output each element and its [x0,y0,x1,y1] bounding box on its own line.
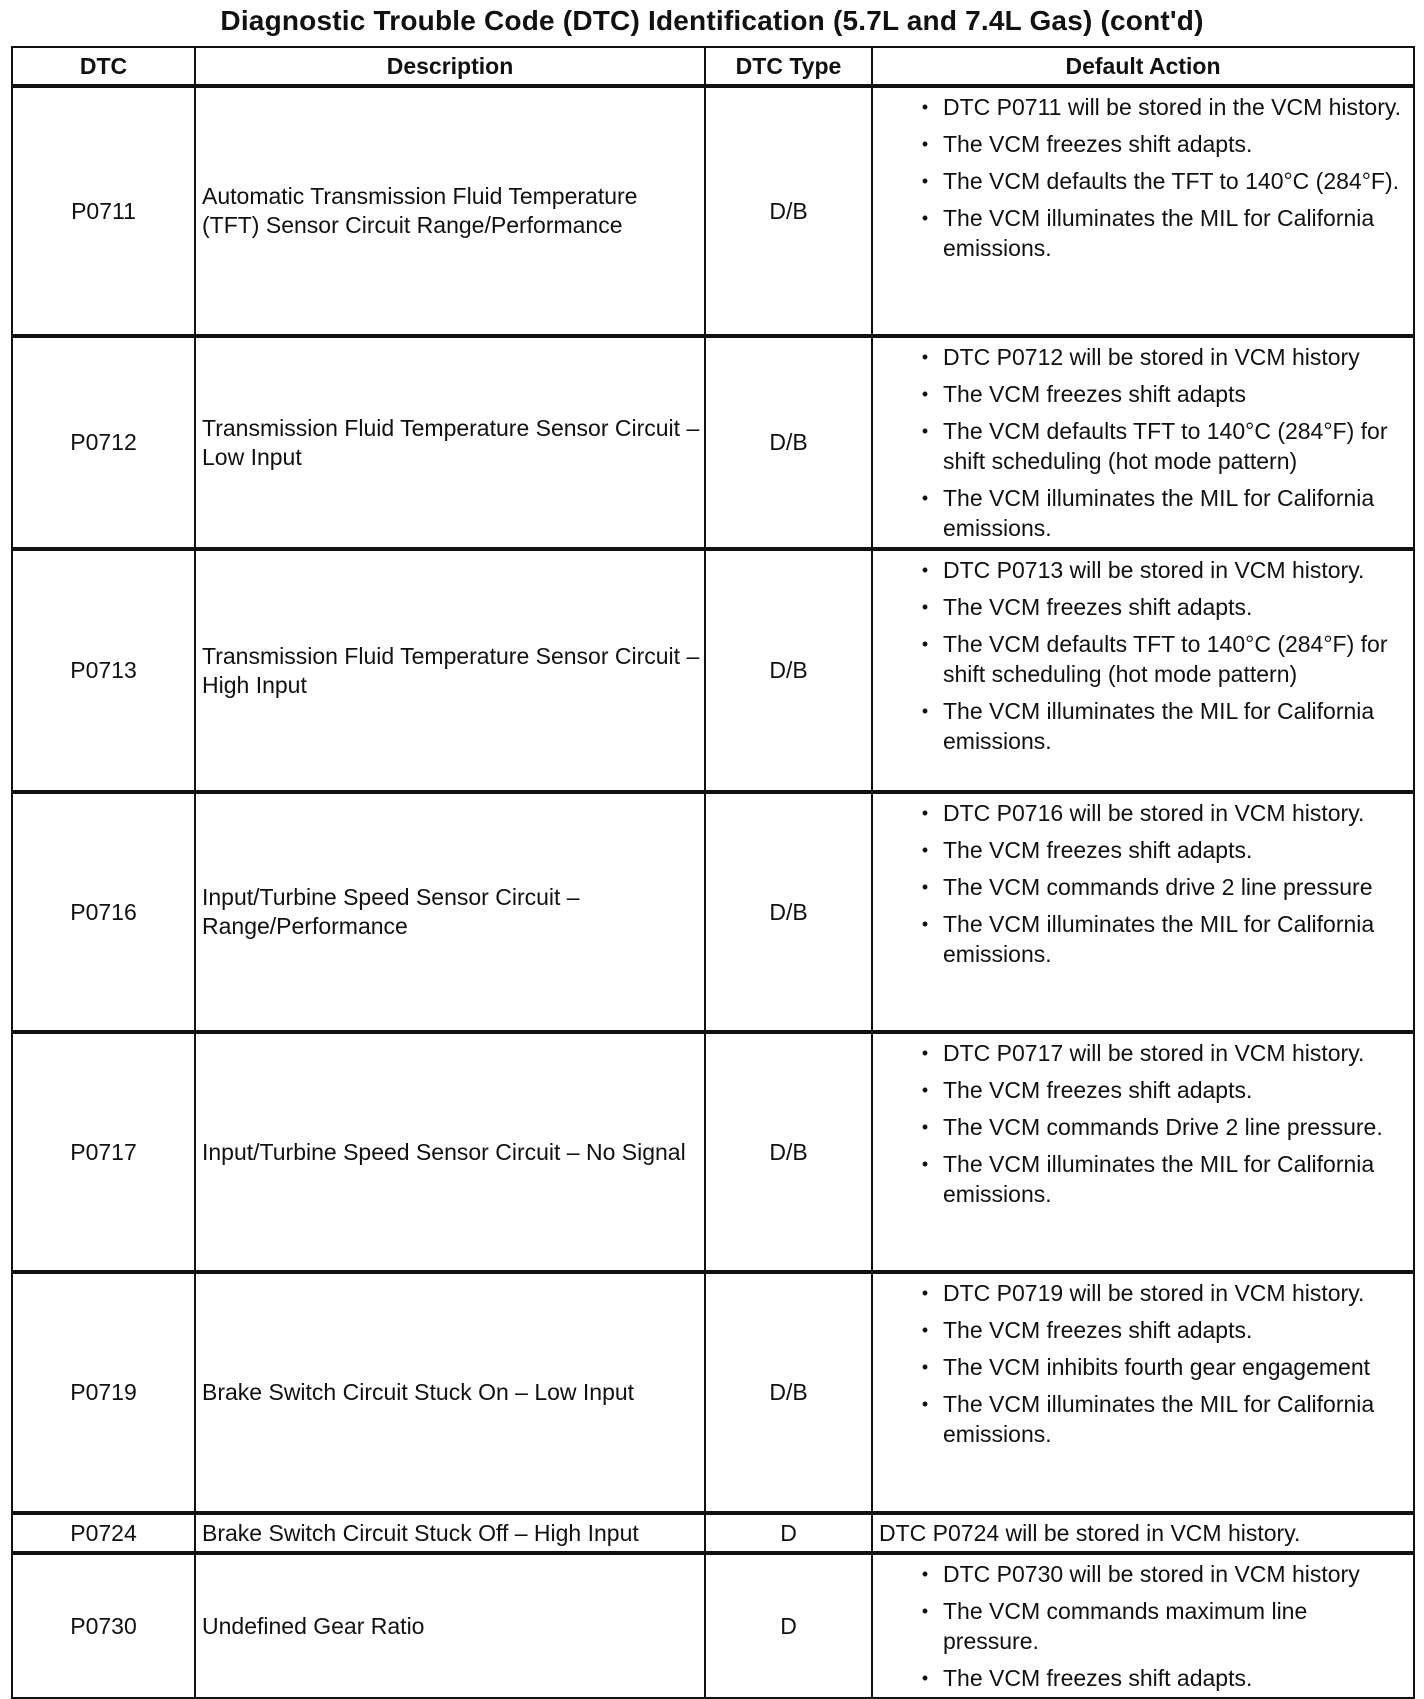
table-row [12,549,1414,792]
dtc-code: P0724 [12,1513,195,1553]
action-text: The VCM defaults TFT to 140°C (284°F) for shift scheduling (hot mode pattern) [943,631,1388,687]
table-row [12,1513,1414,1553]
action-text: The VCM freezes shift adapts. [943,837,1253,863]
bullet-icon: • [921,1080,929,1100]
header-default-action: Default Action [872,47,1414,86]
action-text: The VCM illuminates the MIL for California emissions. [943,205,1375,261]
table-row [12,1553,1414,1698]
action-list [873,92,1413,263]
default-action [872,1032,1414,1272]
action-item [873,1352,1413,1382]
action-item [873,379,1413,409]
bullet-icon: • [921,1043,929,1063]
table-row [12,336,1414,549]
bullet-icon: • [921,914,929,934]
action-text: DTC P0719 will be stored in VCM history. [943,1280,1365,1306]
dtc-description: Brake Switch Circuit Stuck Off – High Input [195,1513,705,1553]
action-list [873,1038,1413,1209]
bullet-icon: • [921,1320,929,1340]
bullet-icon: • [921,803,929,823]
action-text: The VCM illuminates the MIL for California emissions. [943,698,1375,754]
default-action [872,86,1414,336]
table-row [12,1032,1414,1272]
action-text: DTC P0730 will be stored in VCM history [943,1561,1360,1587]
action-item [873,798,1413,828]
header-dtc: DTC [12,47,195,86]
action-item [873,1038,1413,1068]
action-item [873,1112,1413,1142]
bullet-icon: • [921,171,929,191]
action-text: The VCM illuminates the MIL for California emissions. [943,485,1375,541]
action-list [873,342,1413,543]
dtc-code: P0711 [12,86,195,336]
action-item [873,592,1413,622]
bullet-icon: • [921,877,929,897]
default-action [872,792,1414,1032]
dtc-type: D/B [705,336,872,549]
action-text: The VCM freezes shift adapts. [943,131,1253,157]
action-text: DTC P0711 will be stored in the VCM history. [943,94,1402,120]
dtc-type: D/B [705,792,872,1032]
dtc-type: D/B [705,86,872,336]
header-row [12,47,1414,86]
action-item [873,1315,1413,1345]
action-item [873,483,1413,543]
dtc-code: P0719 [12,1272,195,1513]
action-text: The VCM freezes shift adapts. [943,1665,1253,1691]
dtc-type: D/B [705,549,872,792]
action-item [873,909,1413,969]
action-list [873,1278,1413,1449]
bullet-icon: • [921,97,929,117]
dtc-description: Input/Turbine Speed Sensor Circuit – No Signal [195,1032,705,1272]
action-text: DTC P0713 will be stored in VCM history. [943,557,1365,583]
action-text: DTC P0712 will be stored in VCM history [943,344,1360,370]
dtc-code: P0712 [12,336,195,549]
action-text: The VCM defaults TFT to 140°C (284°F) for shift scheduling (hot mode pattern) [943,418,1388,474]
action-list [873,555,1413,756]
action-text: The VCM freezes shift adapts. [943,1077,1253,1103]
bullet-icon: • [921,1601,929,1621]
bullet-icon: • [921,560,929,580]
bullet-icon: • [921,840,929,860]
action-item [873,129,1413,159]
action-item [873,1559,1413,1589]
bullet-icon: • [921,488,929,508]
action-text: The VCM defaults the TFT to 140°C (284°F). [943,168,1400,194]
header-dtc-type: DTC Type [705,47,872,86]
dtc-type: D/B [705,1272,872,1513]
table-row [12,86,1414,336]
dtc-code: P0713 [12,549,195,792]
dtc-code: P0716 [12,792,195,1032]
action-text: The VCM illuminates the MIL for California emissions. [943,1151,1375,1207]
dtc-description: Input/Turbine Speed Sensor Circuit – Range/Performance [195,792,705,1032]
action-text: The VCM freezes shift adapts. [943,1317,1253,1343]
default-action [872,336,1414,549]
dtc-type: D/B [705,1032,872,1272]
bullet-icon: • [921,1117,929,1137]
dtc-code: P0730 [12,1553,195,1698]
dtc-type: D [705,1513,872,1553]
action-item [873,203,1413,263]
action-text: The VCM illuminates the MIL for California emissions. [943,911,1375,967]
action-text: The VCM freezes shift adapts [943,381,1246,407]
bullet-icon: • [921,1564,929,1584]
page-title: Diagnostic Trouble Code (DTC) Identification (5.7L and 7.4L Gas) (cont'd) [220,5,1204,36]
action-text: The VCM commands maximum line pressure. [943,1598,1308,1654]
bullet-icon: • [921,634,929,654]
action-list [873,1559,1413,1693]
dtc-description: Transmission Fluid Temperature Sensor Circuit – High Input [195,549,705,792]
action-list [873,798,1413,969]
bullet-icon: • [921,701,929,721]
default-action [872,1553,1414,1698]
header-description: Description [195,47,705,86]
bullet-icon: • [921,208,929,228]
default-action: DTC P0724 will be stored in VCM history. [872,1513,1414,1553]
action-item [873,1596,1413,1656]
dtc-type: D [705,1553,872,1698]
dtc-description: Undefined Gear Ratio [195,1553,705,1698]
bullet-icon: • [921,597,929,617]
dtc-code: P0717 [12,1032,195,1272]
action-item [873,1278,1413,1308]
action-item [873,166,1413,196]
dtc-description: Transmission Fluid Temperature Sensor Circuit – Low Input [195,336,705,549]
bullet-icon: • [921,421,929,441]
action-text: The VCM commands drive 2 line pressure [943,874,1373,900]
action-item [873,555,1413,585]
bullet-icon: • [921,1357,929,1377]
dtc-table [11,46,1415,1699]
action-item [873,1075,1413,1105]
bullet-icon: • [921,384,929,404]
action-text: The VCM inhibits fourth gear engagement [943,1354,1371,1380]
table-row [12,792,1414,1032]
action-text: The VCM illuminates the MIL for California emissions. [943,1391,1375,1447]
action-item [873,92,1413,122]
dtc-description: Automatic Transmission Fluid Temperature (TFT) Sensor Circuit Range/Performance [195,86,705,336]
dtc-description: Brake Switch Circuit Stuck On – Low Input [195,1272,705,1513]
default-action [872,549,1414,792]
action-item [873,1389,1413,1449]
bullet-icon: • [921,134,929,154]
action-text: The VCM commands Drive 2 line pressure. [943,1114,1383,1140]
action-item [873,872,1413,902]
default-action [872,1272,1414,1513]
action-text: DTC P0717 will be stored in VCM history. [943,1040,1365,1066]
table-row [12,1272,1414,1513]
action-text: DTC P0716 will be stored in VCM history. [943,800,1365,826]
action-text: The VCM freezes shift adapts. [943,594,1253,620]
action-item [873,696,1413,756]
bullet-icon: • [921,1283,929,1303]
bullet-icon: • [921,1668,929,1688]
action-item [873,342,1413,372]
action-item [873,416,1413,476]
action-item [873,629,1413,689]
action-item [873,1149,1413,1209]
bullet-icon: • [921,1154,929,1174]
bullet-icon: • [921,347,929,367]
action-item [873,1663,1413,1693]
action-item [873,835,1413,865]
bullet-icon: • [921,1394,929,1414]
